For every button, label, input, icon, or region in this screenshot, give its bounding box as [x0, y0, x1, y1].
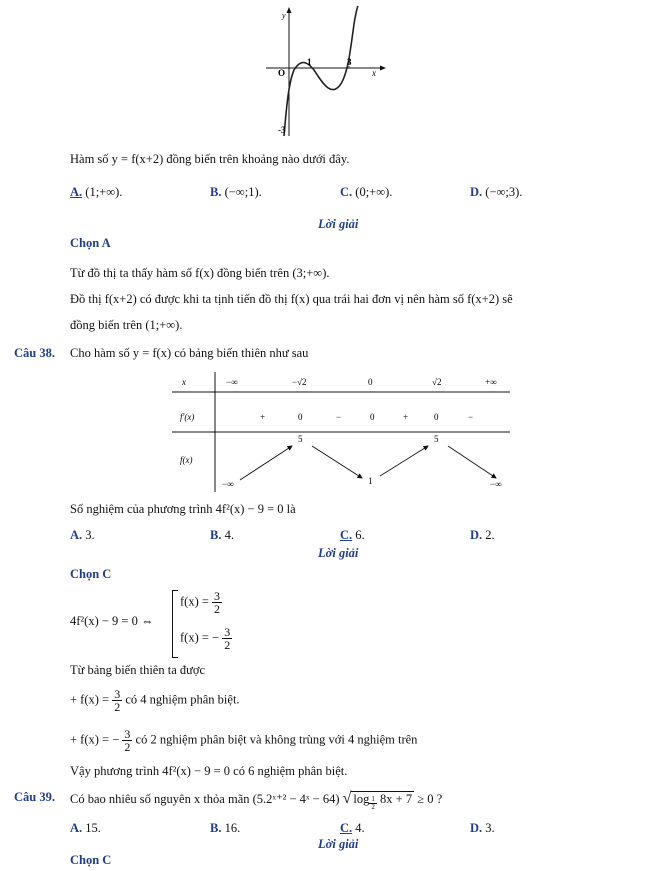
- sqrt-sign: √: [342, 790, 352, 807]
- fraction: [112, 688, 122, 713]
- bullet-text: có 2 nghiệm phân biệt và không trùng với 4 nghiệm trên: [135, 732, 418, 747]
- option-text: 4.: [355, 821, 365, 835]
- q38-stem: Cho hàm số y = f(x) có bảng biến thiên như sau: [70, 346, 309, 360]
- option-letter: B.: [210, 821, 222, 835]
- option-text: 3.: [485, 821, 495, 835]
- q39-label: Câu 39.: [14, 790, 55, 804]
- q39-stem: [70, 790, 442, 811]
- fprime-sign: +: [403, 412, 409, 422]
- row-label-f: f(x): [180, 455, 193, 465]
- tick-1-label: 1: [307, 57, 312, 67]
- fprime-sign: +: [260, 412, 266, 422]
- option-letter: D.: [470, 185, 483, 199]
- origin-label: O: [278, 68, 286, 78]
- x-value: √2: [432, 377, 442, 387]
- fraction: [122, 728, 132, 753]
- option-text: 16.: [224, 821, 241, 835]
- numerator: 3: [224, 625, 231, 639]
- option-text: 6.: [355, 528, 365, 542]
- f-value-start: −∞: [222, 479, 234, 489]
- q38-option-c[interactable]: [340, 528, 365, 543]
- option-letter: B.: [210, 185, 222, 199]
- arrow-down-2: [448, 446, 496, 478]
- q37-solution-line-2: Đồ thị f(x+2) có được khi ta tịnh tiến đồ thị f(x) qua trái hai đơn vị nên hàm số f(x+2) sẽ: [70, 292, 513, 306]
- q37-stem: Hàm số y = f(x+2) đồng biến trên khoảng nào dưới đây.: [70, 152, 350, 166]
- fprime-sign: −: [468, 412, 474, 422]
- option-letter: C.: [340, 528, 353, 542]
- row-label-x: x: [182, 377, 186, 387]
- sqrt-body: [351, 791, 414, 811]
- f-value-end: −∞: [490, 479, 502, 489]
- log-text: log: [353, 792, 370, 806]
- fraction: [212, 590, 222, 615]
- q37-option-a[interactable]: [70, 185, 122, 200]
- stem-text: Có bao nhiêu số nguyên x thỏa mãn: [70, 792, 250, 806]
- case-lhs: f(x) =: [180, 594, 209, 609]
- case-lhs: f(x) = −: [180, 630, 220, 645]
- curve: [284, 6, 358, 136]
- x-axis-arrow: [380, 66, 386, 71]
- f-value-max2: 5: [434, 434, 439, 444]
- option-text: (−∞;3).: [485, 185, 523, 199]
- q37-solution-title: Lời giải: [318, 217, 359, 231]
- arrow-up-2: [380, 446, 428, 476]
- q37-answer: Chọn A: [70, 236, 111, 250]
- case-bracket: [172, 590, 178, 658]
- bullet-lhs: + f(x) = −: [70, 732, 120, 747]
- option-letter: A.: [70, 821, 83, 835]
- q38-case-1: [180, 590, 222, 615]
- option-text: (−∞;1).: [224, 185, 262, 199]
- option-letter: D.: [470, 528, 483, 542]
- option-text: 3.: [85, 528, 95, 542]
- q39-option-c[interactable]: [340, 821, 365, 836]
- x-value: −√2: [292, 377, 307, 387]
- q39-option-d[interactable]: [470, 821, 495, 836]
- q37-solution-line-1: Từ đồ thị ta thấy hàm số f(x) đồng biến trên (3;+∞).: [70, 266, 330, 280]
- bullet-lhs: + f(x) =: [70, 692, 110, 707]
- q37-option-d[interactable]: [470, 185, 522, 200]
- fprime-sign: −: [336, 412, 342, 422]
- x-axis-label: x: [372, 68, 376, 78]
- q39-solution-title: Lời giải: [318, 837, 359, 851]
- option-letter: A.: [70, 528, 83, 542]
- option-letter: C.: [340, 821, 353, 835]
- row-label-fprime: f'(x): [180, 412, 195, 422]
- denominator: 2: [114, 700, 121, 714]
- denominator: 2: [224, 638, 231, 652]
- numerator: 1: [371, 795, 375, 803]
- stem-tail: ≥ 0 ?: [417, 792, 443, 806]
- q38-bullet-2: [70, 728, 417, 753]
- variation-table: [170, 370, 515, 495]
- fprime-sign: 0: [370, 412, 375, 422]
- q38-answer: Chọn C: [70, 567, 112, 581]
- numerator: 3: [124, 727, 131, 741]
- q38-from-table: Từ bảng biến thiên ta được: [70, 663, 206, 677]
- x-value: 0: [368, 377, 373, 387]
- fprime-sign: 0: [298, 412, 303, 422]
- denominator: 2: [124, 740, 131, 754]
- x-value: −∞: [226, 377, 238, 387]
- q37-solution-line-3: đồng biến trên (1;+∞).: [70, 318, 183, 332]
- option-text: 15.: [85, 821, 101, 835]
- tick-3-label: 3: [347, 57, 352, 67]
- x-value: +∞: [485, 377, 497, 387]
- f-value-max1: 5: [298, 434, 303, 444]
- fprime-sign: 0: [434, 412, 439, 422]
- numerator: 3: [114, 687, 121, 701]
- log-argument: 8x + 7: [380, 792, 413, 806]
- denominator: 2: [371, 803, 375, 811]
- numerator: 3: [214, 589, 221, 603]
- option-text: (0;+∞).: [355, 185, 393, 199]
- tick-m3-label: -3: [278, 125, 286, 135]
- q38-option-b[interactable]: [210, 528, 234, 543]
- option-letter: B.: [210, 528, 222, 542]
- q38-question: Số nghiệm của phương trình 4f²(x) − 9 = 0 là: [70, 502, 296, 516]
- q38-label: Câu 38.: [14, 346, 55, 360]
- q37-option-c[interactable]: [340, 185, 392, 200]
- q38-conclusion: Vậy phương trình 4f²(x) − 9 = 0 có 6 nghiệm phân biệt.: [70, 764, 348, 778]
- option-text: 2.: [485, 528, 495, 542]
- q37-option-b[interactable]: [210, 185, 262, 200]
- q38-option-a[interactable]: [70, 528, 95, 543]
- expression: (5.2ˣ⁺² − 4ˣ − 64): [252, 792, 340, 806]
- denominator: 2: [214, 602, 221, 616]
- option-text: (1;+∞).: [85, 185, 123, 199]
- y-axis-arrow: [287, 7, 292, 13]
- bullet-text: có 4 nghiệm phân biệt.: [125, 692, 240, 707]
- q38-case-2: [180, 626, 232, 651]
- f-value-min: 1: [368, 476, 373, 486]
- y-axis-label: y: [282, 11, 286, 20]
- option-letter: D.: [470, 821, 483, 835]
- q39-option-b[interactable]: [210, 821, 240, 836]
- q38-bullet-1: [70, 688, 240, 713]
- option-letter: A.: [70, 185, 83, 199]
- q39-answer: Chọn C: [70, 853, 112, 867]
- arrow-up-1: [240, 446, 292, 480]
- q38-option-d[interactable]: [470, 528, 495, 543]
- arrow-down-1: [312, 446, 362, 478]
- q38-solution-title: Lời giải: [318, 546, 359, 560]
- option-letter: C.: [340, 185, 353, 199]
- option-text: 4.: [224, 528, 234, 542]
- log-base: [369, 796, 377, 811]
- q38-equation-left: 4f²(x) − 9 = 0 ⇔: [70, 614, 154, 628]
- q39-option-a[interactable]: [70, 821, 101, 836]
- fraction: [222, 626, 232, 651]
- function-graph: [262, 4, 392, 140]
